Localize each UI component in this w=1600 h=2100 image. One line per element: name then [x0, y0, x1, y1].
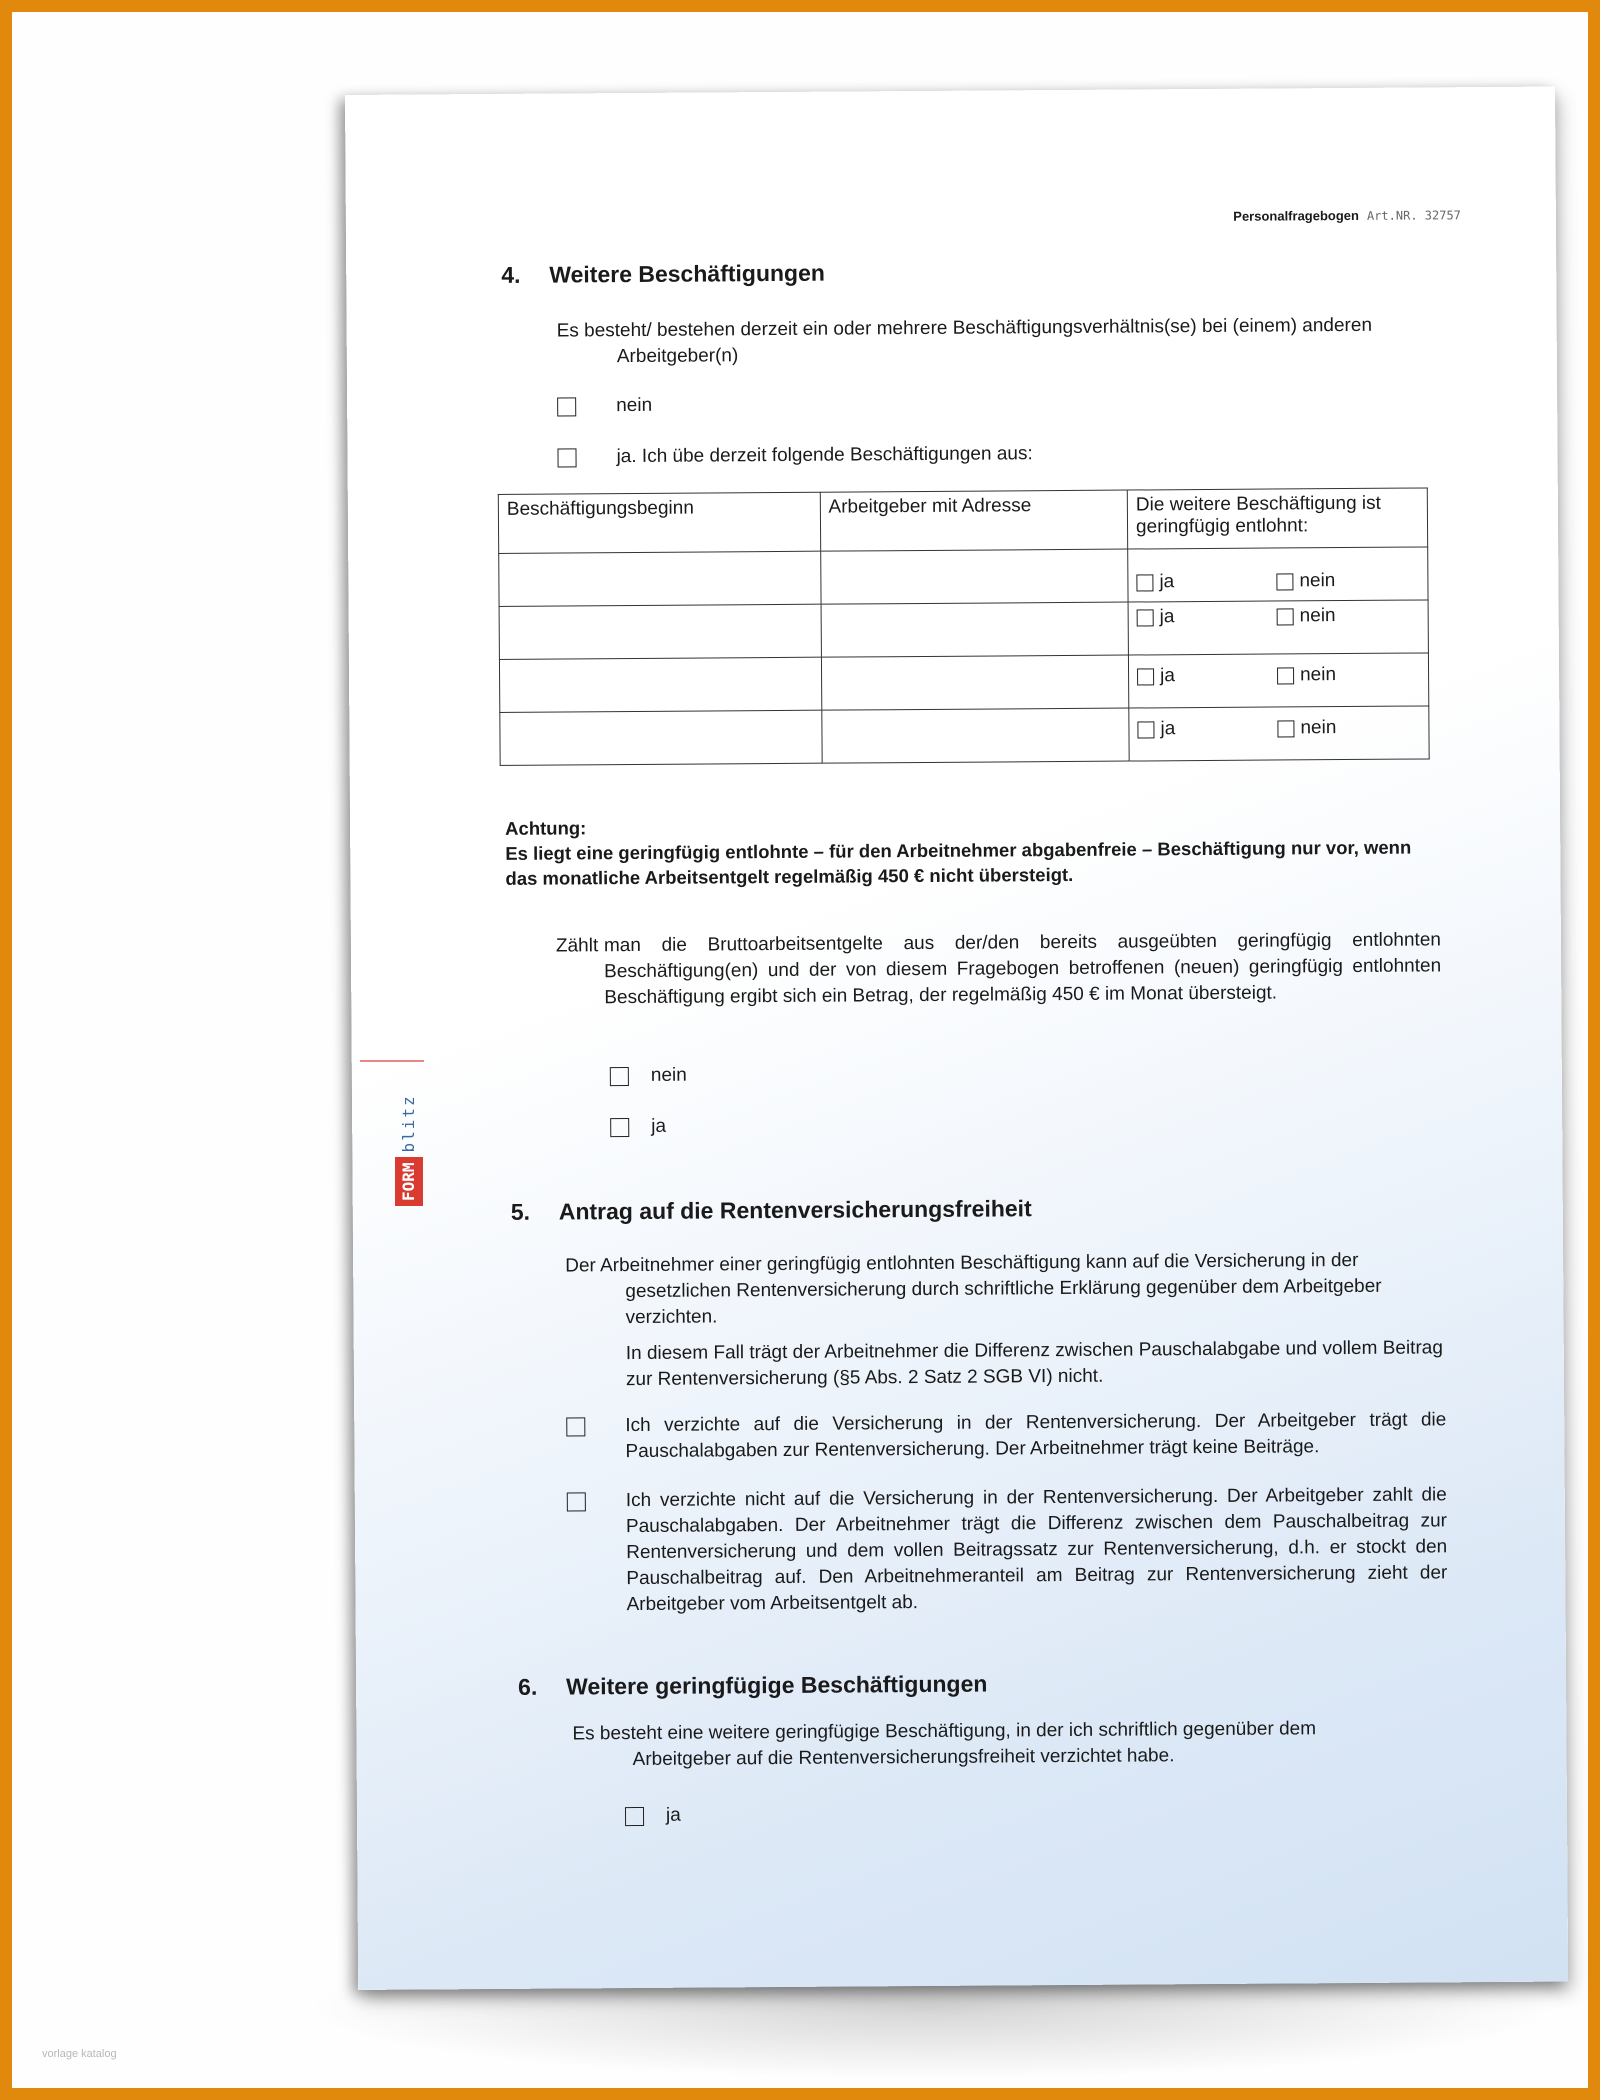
cell-start-input[interactable] [500, 710, 822, 765]
option-nein[interactable] [557, 395, 652, 418]
checkbox[interactable] [1137, 721, 1154, 738]
section-number: 5. [510, 1198, 531, 1225]
option-label: ja [651, 1115, 667, 1137]
cell-marginal [1128, 653, 1428, 708]
no-option[interactable] [1277, 605, 1417, 628]
section-6-option-ja[interactable] [625, 1805, 681, 1827]
zaehlt-option-ja[interactable] [610, 1116, 666, 1138]
column-header-marginal: Die weitere Beschäftigung ist geringfügig entlohnt: [1127, 488, 1427, 549]
option-label: ja [665, 1804, 681, 1826]
intro-text-cont: Arbeitgeber auf die Rentenversicherungsfreiheit verzichtet habe. [632, 1745, 1175, 1771]
cell-start-input[interactable] [499, 657, 821, 712]
no-label: nein [1300, 717, 1337, 739]
section-title: Antrag auf die Rentenversicherungsfreiheit [558, 1195, 1032, 1225]
no-label: nein [1299, 605, 1336, 627]
logo-form: FORM [395, 1157, 423, 1206]
section-title: Weitere Beschäftigungen [549, 259, 825, 288]
option-label: nein [616, 394, 653, 417]
checkbox[interactable] [1137, 609, 1154, 626]
option-ja[interactable] [557, 443, 1032, 468]
section-4-intro [557, 312, 1437, 370]
no-label: nein [1299, 664, 1337, 686]
no-option[interactable] [1276, 570, 1416, 593]
yes-label: ja [1159, 571, 1175, 593]
cell-employer-input[interactable] [821, 655, 1129, 710]
zaehlt-option-nein[interactable] [610, 1065, 687, 1088]
section-5-intro [565, 1247, 1446, 1331]
yes-option[interactable] [1137, 665, 1277, 688]
checkbox[interactable] [567, 1492, 586, 1511]
cell-employer-input[interactable] [821, 602, 1129, 657]
intro-text-cont: Arbeitgeber(n) [616, 345, 739, 368]
table-row [499, 653, 1428, 712]
table-header-row [498, 488, 1427, 553]
no-option[interactable] [1277, 664, 1417, 687]
formblitz-logo [395, 1060, 423, 1206]
cell-marginal [1128, 547, 1428, 602]
table-row [500, 706, 1429, 765]
checkbox[interactable] [1276, 573, 1293, 590]
logo-blitz: blitz [399, 1094, 418, 1153]
checkbox[interactable] [610, 1118, 629, 1137]
cell-marginal [1128, 600, 1428, 655]
warning-text: Es liegt eine geringfügig entlohnte – für den Arbeitnehmer abgabenfreie – Beschäftigung nur vor, wenn das monatliche Arbeitsentgelt regelmäßig 450 € nicht übersteigt. [505, 836, 1412, 889]
section-5-info: In diesem Fall trägt der Arbeitnehmer die Differenz zwischen Pauschalabgabe und vollem Beitrag zur Rentenversicherung (§5 Abs. 2 Satz 2 SGB VI) nicht. [625, 1337, 1443, 1391]
no-option[interactable] [1277, 717, 1417, 740]
form-title: Personalfragebogen [1233, 207, 1359, 224]
yes-label: ja [1160, 718, 1176, 740]
checkbox[interactable] [1136, 574, 1153, 591]
section-number: 6. [518, 1673, 538, 1700]
document-page [345, 87, 1568, 1990]
column-header-employer: Arbeitgeber mit Adresse [820, 490, 1128, 551]
table-row [499, 547, 1428, 606]
intro-text: Der Arbeitnehmer einer geringfügig entlohnten Beschäftigung kann auf die Versicherung in der [565, 1249, 1359, 1277]
option-label: nein [650, 1064, 687, 1086]
rv-option-verzicht[interactable] [566, 1407, 1446, 1465]
section-number: 4. [501, 261, 521, 288]
checkbox[interactable] [1277, 720, 1294, 737]
warning-heading: Achtung: [505, 817, 587, 839]
cell-employer-input[interactable] [820, 549, 1128, 604]
option-label: ja. Ich übe derzeit folgende Beschäftigungen aus: [616, 443, 1033, 468]
document-header [1233, 207, 1461, 224]
yes-option[interactable] [1136, 571, 1276, 594]
section-4-heading [501, 260, 825, 289]
yes-label: ja [1159, 606, 1175, 628]
checkbox[interactable] [1277, 608, 1294, 625]
cell-employer-input[interactable] [821, 708, 1129, 763]
section-5-heading [511, 1195, 1032, 1226]
checkbox[interactable] [557, 448, 576, 467]
watermark: vorlage katalog [42, 2048, 117, 2060]
cell-marginal [1129, 706, 1429, 761]
option-label: Ich verzichte auf die Versicherung in der Rentenversicherung. Der Arbeitgeber trägt die Pauschalabgaben zur Rentenversicherung. Der Arbeitnehmer trägt keine Beiträge. [625, 1409, 1447, 1463]
rv-option-kein-verzicht[interactable] [567, 1482, 1448, 1618]
column-header-start: Beschäftigungsbeginn [498, 492, 820, 553]
zaehlt-paragraph [556, 927, 1442, 1011]
section-title: Weitere geringfügige Beschäftigungen [566, 1670, 988, 1700]
checkbox[interactable] [610, 1067, 629, 1086]
table-row [499, 600, 1428, 659]
article-number: Art.NR. 32757 [1366, 208, 1461, 223]
section-6-intro [572, 1715, 1447, 1773]
checkbox[interactable] [625, 1806, 644, 1825]
checkbox[interactable] [1277, 667, 1294, 684]
checkbox[interactable] [557, 397, 576, 416]
zaehlt-text: man die Bruttoarbeitsentgelte aus der/den bereits ausgeübten geringfügig entlohnten Beschäftigung(en) und der von diesem Fragebogen betroffenen (neuen) geringfügig entlohnten Beschäftigung ergibt sich ein Betrag, der regelmäßig 450 € im Monat übersteigt. [603, 929, 1442, 1009]
employment-table [498, 487, 1430, 765]
zaehlt-lead: Zählt [555, 935, 599, 957]
checkbox[interactable] [566, 1417, 585, 1436]
cell-start-input[interactable] [499, 604, 821, 659]
yes-option[interactable] [1137, 606, 1277, 629]
no-label: nein [1299, 570, 1336, 592]
checkbox[interactable] [1137, 668, 1154, 685]
intro-text: Es besteht eine weitere geringfügige Beschäftigung, in der ich schriftlich gegenüber dem [572, 1718, 1317, 1745]
section-6-heading [518, 1671, 987, 1701]
warning-notice [505, 809, 1441, 891]
yes-label: ja [1159, 665, 1175, 687]
intro-text-cont: gesetzlichen Rentenversicherung durch schriftliche Erklärung gegenüber dem Arbeitgeber verzichten. [625, 1275, 1382, 1329]
cell-start-input[interactable] [499, 551, 821, 606]
yes-option[interactable] [1137, 718, 1277, 741]
option-label: Ich verzichte nicht auf die Versicherung in der Rentenversicherung. Der Arbeitgeber zahlt die Pauschalabgaben. Der Arbeitnehmer trägt die Differenz zwischen dem Pauschalbeitrag zur Rentenversicherung und dem vollen Beitragssatz zur Rentenversicherung, d.h. er stockt den Pauschalbeitrag auf. Den Arbeitnehmeranteil am Beitrag zur Rentenversicherung zieht der Arbeitgeber vom Arbeitsentgelt ab. [625, 1484, 1448, 1616]
intro-text: Es besteht/ bestehen derzeit ein oder mehrere Beschäftigungsverhältnis(se) bei (einem) anderen [556, 314, 1373, 342]
